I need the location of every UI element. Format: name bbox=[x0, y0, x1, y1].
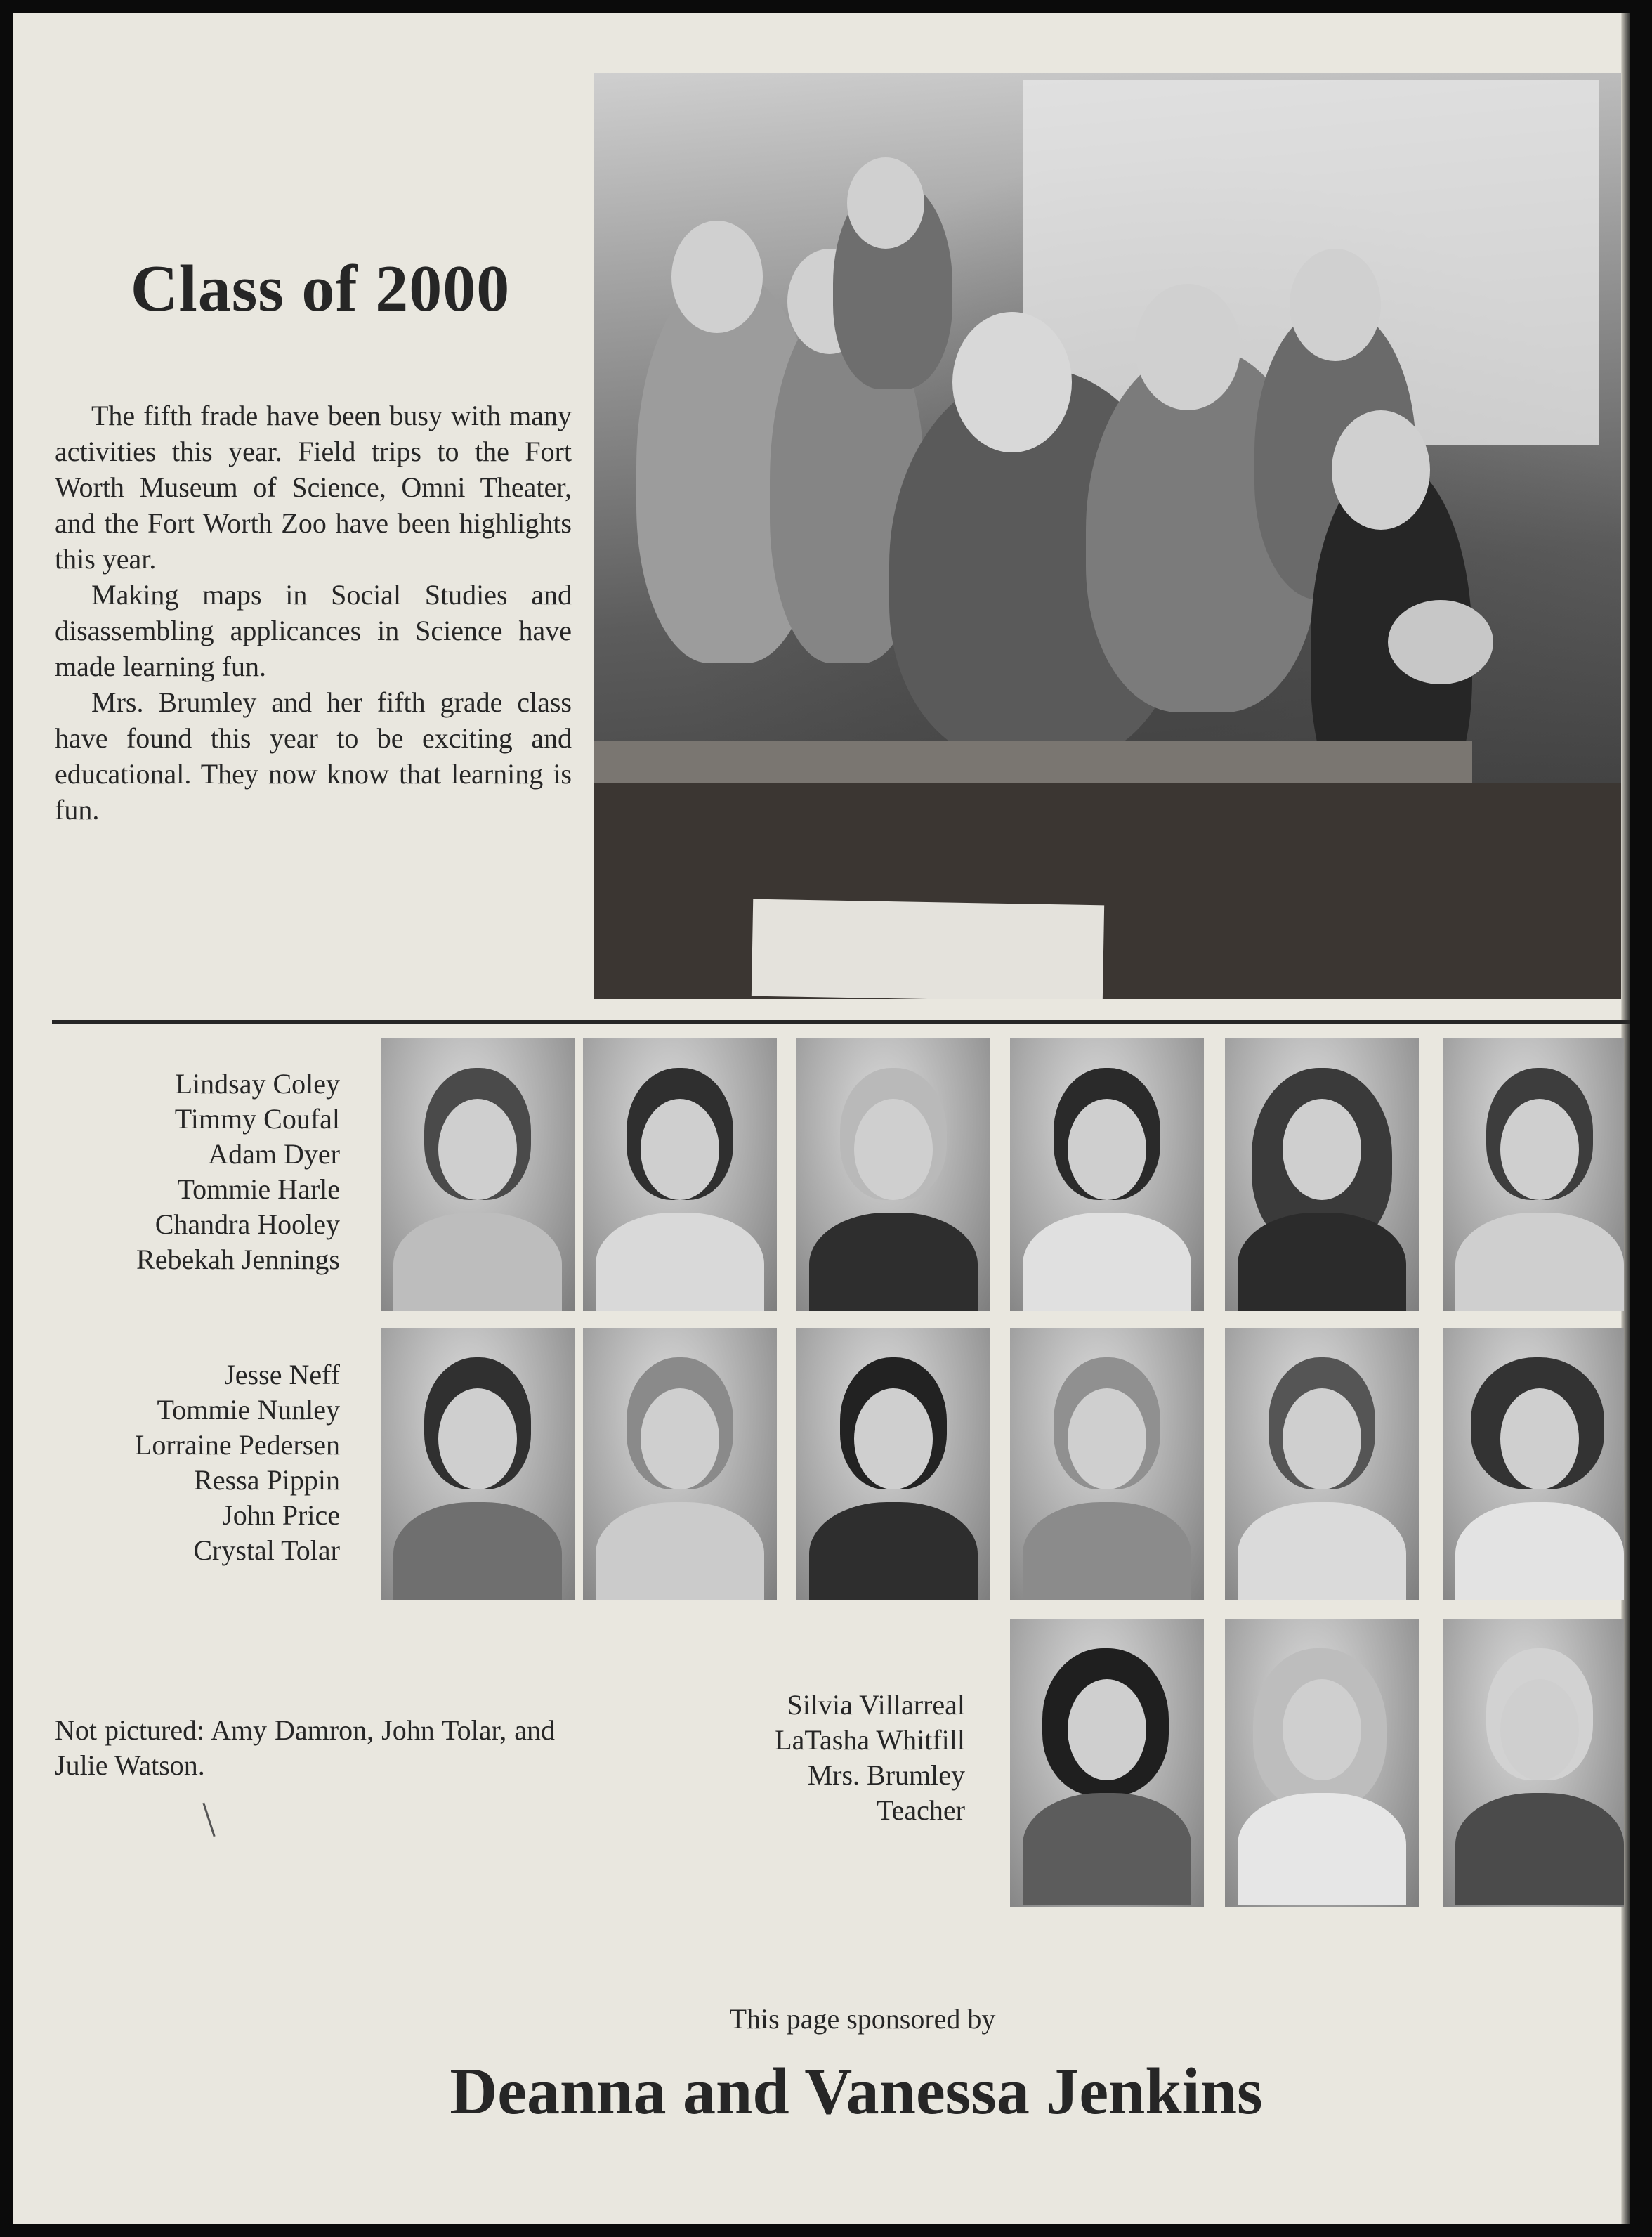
student-name: Tommie Harle bbox=[177, 1173, 340, 1205]
portrait-photo bbox=[1443, 1328, 1624, 1600]
portrait-photo bbox=[1225, 1328, 1419, 1600]
not-pictured-note: Not pictured: Amy Damron, John Tolar, and Julie Watson. bbox=[55, 1714, 555, 1781]
student-name: Lorraine Pedersen bbox=[134, 1429, 340, 1461]
portrait-photo bbox=[381, 1328, 575, 1600]
student-name: Timmy Coufal bbox=[174, 1103, 340, 1135]
portrait-photo bbox=[1010, 1038, 1204, 1311]
portrait-photo bbox=[1225, 1619, 1419, 1907]
portrait-photo bbox=[1010, 1619, 1204, 1907]
teacher-portrait-photo bbox=[1443, 1619, 1624, 1907]
student-name: Adam Dyer bbox=[208, 1138, 340, 1170]
class-group-photo bbox=[594, 73, 1630, 999]
sponsor-name: Deanna and Vanessa Jenkins bbox=[450, 2055, 1263, 2128]
stray-pen-mark bbox=[202, 1803, 215, 1837]
portrait-photo bbox=[583, 1038, 777, 1311]
section-divider bbox=[52, 1020, 1630, 1024]
story-paragraph: Mrs. Brumley and her fifth grade class have found this year to be exciting and educational. They now know that learning is fun. bbox=[55, 686, 572, 826]
student-name: Chandra Hooley bbox=[155, 1208, 340, 1240]
portrait-photo bbox=[796, 1038, 990, 1311]
portrait-photo bbox=[796, 1328, 990, 1600]
story-paragraph: Making maps in Social Studies and disassembling applicances in Science have made learning fun. bbox=[55, 579, 572, 682]
portrait-photo bbox=[583, 1328, 777, 1600]
student-name: Lindsay Coley bbox=[175, 1068, 340, 1100]
sponsor-label: This page sponsored by bbox=[729, 2003, 996, 2035]
teacher-desk bbox=[594, 783, 1630, 999]
student-name: Tommie Nunley bbox=[157, 1394, 340, 1426]
class-story bbox=[55, 398, 572, 828]
student-name: LaTasha Whitfill bbox=[775, 1724, 965, 1756]
student-name: Jesse Neff bbox=[224, 1359, 340, 1390]
story-paragraph: The fifth frade have been busy with many activities this year. Field trips to the Fort Worth Museum of Science, Omni Theater, and the Fort Worth Zoo have been highlights this year. bbox=[55, 400, 572, 575]
page-title: Class of 2000 bbox=[130, 252, 511, 325]
student-name: Crystal Tolar bbox=[193, 1534, 340, 1566]
names-row-2 bbox=[55, 1357, 340, 1568]
teacher-name: Mrs. Brumley bbox=[807, 1759, 965, 1791]
names-row-1 bbox=[55, 1067, 340, 1277]
student-name: Rebekah Jennings bbox=[136, 1244, 340, 1275]
yearbook-page bbox=[13, 13, 1630, 2224]
student-name: Silvia Villarreal bbox=[787, 1689, 965, 1721]
teacher-title: Teacher bbox=[877, 1794, 965, 1826]
students-group bbox=[622, 178, 1465, 811]
names-row-3 bbox=[631, 1688, 965, 1828]
portrait-photo bbox=[381, 1038, 575, 1311]
student-name: Ressa Pippin bbox=[194, 1464, 340, 1496]
birthday-sign bbox=[752, 899, 1104, 999]
portrait-photo bbox=[1010, 1328, 1204, 1600]
portrait-photo bbox=[1225, 1038, 1419, 1311]
student-name: John Price bbox=[222, 1499, 340, 1531]
portrait-photo bbox=[1443, 1038, 1624, 1311]
